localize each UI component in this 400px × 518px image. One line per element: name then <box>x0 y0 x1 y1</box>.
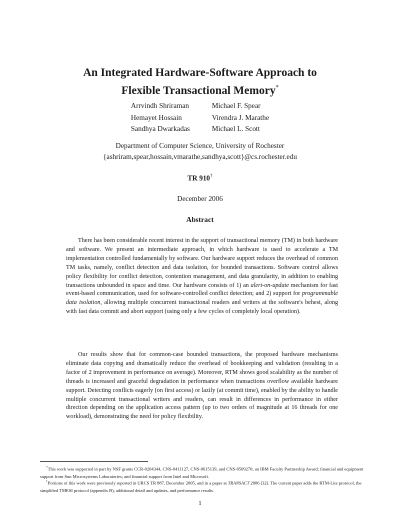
department: Department of Computer Science, University of Rochester <box>115 142 285 150</box>
footnote-text: 2006 [32]. The current paper adds the RTM-Lite protocol, the simplified TMESI protocol (appendix B), additional detail and updates, and performance results. <box>40 480 362 493</box>
title-line-2 <box>0 81 400 99</box>
title-line-2-text: Flexible Transactional Memory <box>121 84 276 97</box>
abstract-paragraph-2: Our results show that for common-case bounded transactions, the proposed hardware mechanisms eliminate data copying and dramatically reduce the overhead of bookkeeping and validation (resulting in a factor of 2 improvement in performance on average). Moreover, RTM shows good scalability as the number of threads is increased and graceful degradation in performance when transactions overflow available hardware support. Detecting conflicts eagerly (on first access) or lazily (at commit time), enabled by the ability to handle multiple concurrent transactional writers and readers, can result in differences in performance in either direction depending on the application access pattern (up to two orders of magnitude at 16 threads for one workload), demonstrating the need for policy flexibility. <box>66 352 338 421</box>
report-date: December 2006 <box>177 195 223 203</box>
abstract-text: mechanism for fast event-based communication, used for software-controlled conflict detection; and 2) support for <box>66 282 338 298</box>
venue-name: TRANSACT <box>227 480 250 486</box>
paper-title <box>0 66 400 99</box>
footnote-mark: * <box>46 465 48 469</box>
report-footnote-mark: † <box>210 174 213 179</box>
abstract-heading: Abstract <box>186 215 214 224</box>
author: Sandhya Dwarkadas <box>130 125 190 133</box>
title-footnote-mark: * <box>275 85 279 91</box>
author: Michael F. Spear <box>211 102 261 110</box>
report-number <box>0 172 400 183</box>
author: Virendra J. Marathe <box>211 113 270 122</box>
abstract-paragraph-1 <box>66 237 338 317</box>
abstract-text: , allowing multiple concurrent transactional readers and writers at the software's behest, along with fast data commit and abort support (using only a few cycles of completely local operation). <box>66 300 338 316</box>
emphasis-term: programmable data isolation <box>66 291 338 307</box>
page-number: 1 <box>198 500 202 507</box>
footnote-text: This work was supported in part by NSF grants CCR-0204344, CNS-0411127, CNS-0615139, and CNS-0509270; an IBM Faculty Partnership Award; financial and equipment support from Sun Microsystems Laboratories; and financial support from Intel and Microsoft. <box>40 466 364 479</box>
author: Hemayet Hossain <box>130 113 182 122</box>
affiliation <box>0 141 400 163</box>
author: Michael L. Scott <box>211 125 260 133</box>
email-list: {ashriram,spear,hossain,vmarathe,sandhya,scott}@cs.rochester.edu <box>103 153 297 161</box>
author: Arrvindh Shriraman <box>130 102 190 110</box>
footnote-rule <box>40 461 148 462</box>
footnote-mark: † <box>46 479 48 483</box>
author-column-right <box>212 101 269 136</box>
report-label: TR 910 <box>187 174 211 183</box>
emphasis-term: alert-on-update <box>250 282 289 289</box>
footnote-text: Portions of this work were previously reported in URCS TR 887, December 2005, and in a paper at <box>47 480 228 486</box>
author-column-left <box>131 101 190 136</box>
abstract-text: There has been considerable recent interest in the support of transactional memory (TM) in both hardware and software. We present an intermediate approach, in which hardware is used to accelerate a TM implementation controlled fundamentally by software. Our hardware support reduces the overhead of common TM tasks, namely, conflict detection and data isolation, for bounded transactions. Software control allows policy flexibility for conflict detection, contention management, and data granularity, in addition to enabling transactions unbounded in space and time. Our hardware consists of 1) an <box>66 238 338 289</box>
author-block <box>0 101 400 136</box>
title-line-1: An Integrated Hardware-Software Approach to <box>83 67 317 79</box>
footnote-2 <box>40 478 370 494</box>
